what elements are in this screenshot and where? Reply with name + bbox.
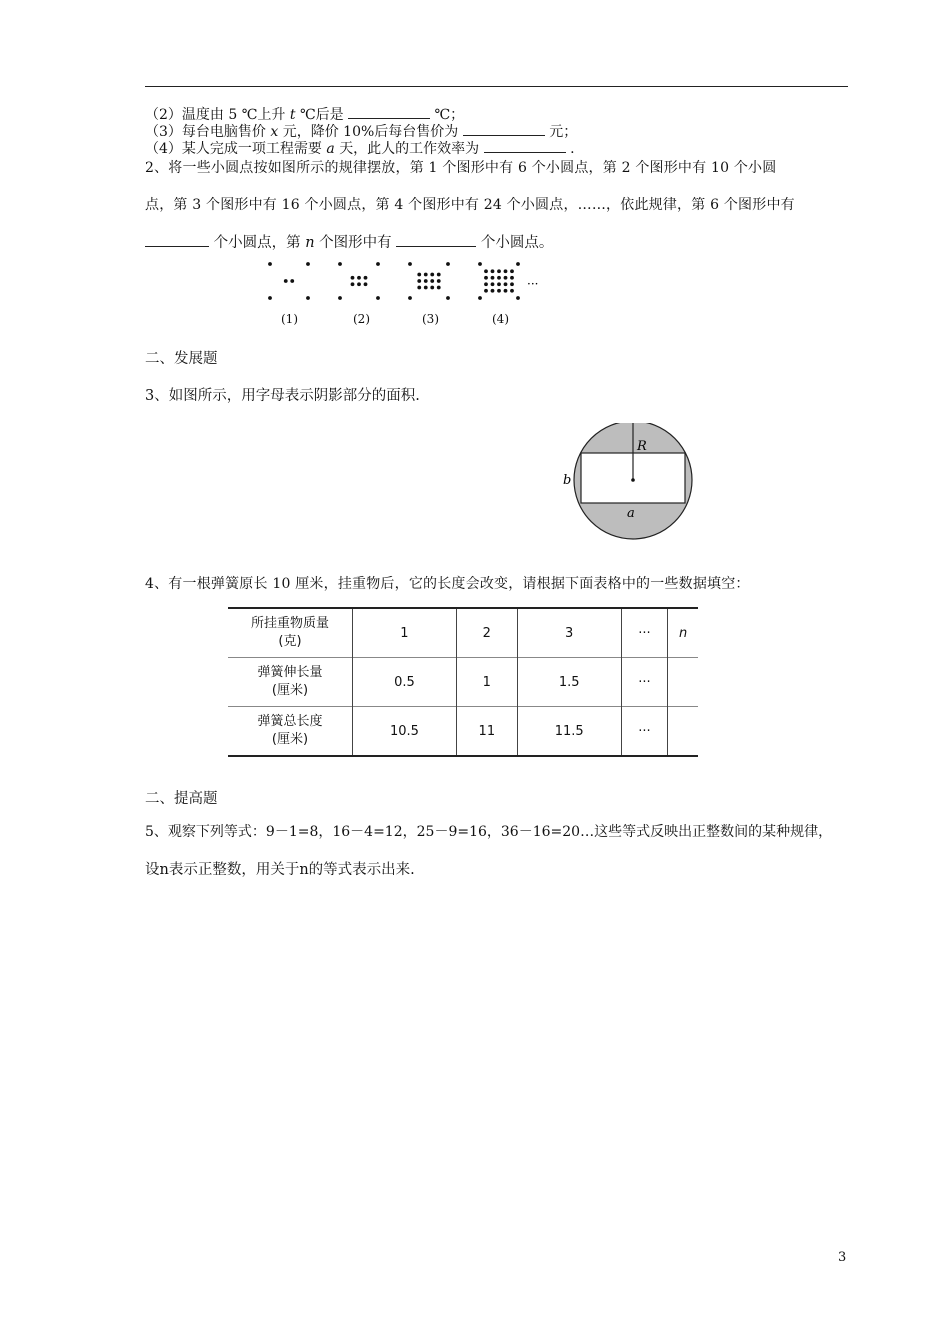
q2-line-3	[145, 232, 553, 253]
dot-figure-4-dot	[497, 269, 501, 273]
q1-p4-text-b: 天，此人的工作效率为	[339, 141, 480, 157]
dot-figure-4-dot	[491, 282, 495, 286]
table-cell: 10.5	[353, 707, 457, 757]
q3-text: 3、如图所示，用字母表示阴影部分的面积.	[145, 388, 420, 404]
dot-figure-4-dot	[516, 296, 520, 300]
dot-figure-4-dot	[484, 282, 488, 286]
var-x: x	[270, 124, 279, 140]
table-cell: ···	[621, 608, 668, 658]
table-cell: 11.5	[517, 707, 621, 757]
dot-figure-4-dot	[504, 282, 508, 286]
table-cell[interactable]	[668, 707, 698, 757]
q1-p2-text-b: ℃后是	[299, 107, 344, 123]
dot-figure-4-dot	[504, 289, 508, 293]
spring-data-table	[228, 607, 698, 757]
answer-blank[interactable]	[145, 232, 209, 247]
table-cell[interactable]	[668, 658, 698, 707]
dot-figure-4-dot	[478, 262, 482, 266]
q1-p2-unit: ℃；	[434, 107, 465, 123]
dot-figure-4-dot	[497, 276, 501, 280]
table-row	[228, 658, 698, 707]
table-cell: 3	[517, 608, 621, 658]
table-cell: 1	[353, 608, 457, 658]
dot-figure-3-dot	[437, 273, 441, 277]
row-header: 所挂重物质量 (克)	[228, 608, 353, 658]
label-R: R	[637, 439, 647, 454]
section-heading-develop: 二、发展题	[145, 351, 218, 367]
dot-figure-4-dot	[484, 276, 488, 280]
figure-label-4: (4)	[492, 312, 509, 326]
dot-figure-1-dot	[284, 279, 288, 283]
dot-figure-3-dot	[424, 273, 428, 277]
dot-figure-1-dot	[306, 296, 310, 300]
page-number: 3	[838, 1250, 847, 1265]
dot-figure-4-dot	[504, 276, 508, 280]
q1-p2-text: （2）温度由 5 ℃上升	[145, 107, 286, 123]
var-t: t	[289, 107, 296, 123]
dot-figure-2-dot	[364, 282, 368, 286]
table-cell: ···	[621, 707, 668, 757]
q1-p3-text-b: 元，降价 10%后每台售价为	[282, 124, 459, 140]
dot-figure-4-dot	[510, 269, 514, 273]
dot-figure-3-dot	[417, 279, 421, 283]
table-cell: 0.5	[353, 658, 457, 707]
dot-figure-3-dot	[408, 296, 412, 300]
dot-figure-3-dot	[417, 273, 421, 277]
header-rule	[145, 86, 848, 87]
dot-ellipsis: ···	[527, 277, 539, 291]
row-header: 弹簧总长度 (厘米)	[228, 707, 353, 757]
q1-p3-text: （3）每台电脑售价	[145, 124, 266, 140]
figure-label-1: (1)	[281, 312, 298, 326]
dot-figure-2-dot	[351, 276, 355, 280]
var-n: n	[305, 235, 315, 251]
dot-figure-3-dot	[424, 286, 428, 290]
q1-p4-text: （4）某人完成一项工程需要	[145, 141, 322, 157]
row-header: 弹簧伸长量 (厘米)	[228, 658, 353, 707]
figure-label-2: (2)	[353, 312, 370, 326]
table-cell: 2	[456, 608, 517, 658]
dot-figure-1-dot	[268, 262, 272, 266]
table-row	[228, 707, 698, 757]
table-cell: ···	[621, 658, 668, 707]
dot-figure-3-dot	[408, 262, 412, 266]
dot-figure-3-dot	[430, 273, 434, 277]
answer-blank[interactable]	[484, 138, 566, 153]
q1-part-4	[145, 138, 575, 158]
table-cell: n	[668, 608, 698, 658]
q2-line-3-end: 个小圆点。	[480, 235, 554, 251]
label-a: a	[627, 506, 635, 521]
section-heading-improve: 二、提高题	[145, 791, 218, 807]
table-cell: 1.5	[517, 658, 621, 707]
dot-figure-2-dot	[338, 296, 342, 300]
dot-figure-4-dot	[497, 282, 501, 286]
dot-figure-4-dot	[510, 282, 514, 286]
dot-figure-2-dot	[351, 282, 355, 286]
figure-label-3: (3)	[422, 312, 439, 326]
dot-figure-3-dot	[430, 286, 434, 290]
dot-figure-3-dot	[437, 279, 441, 283]
dot-figure-2-dot	[357, 276, 361, 280]
dot-figure-4-dot	[510, 276, 514, 280]
center-point	[631, 478, 635, 482]
dot-figure-4-dot	[497, 289, 501, 293]
q2-line-1: 2、将一些小圆点按如图所示的规律摆放，第 1 个图形中有 6 个小圆点，第 2 个图形中有 10 个小圆	[145, 160, 777, 176]
var-a: a	[326, 141, 335, 157]
q1-p3-unit: 元；	[549, 124, 578, 140]
table-cell: 1	[456, 658, 517, 707]
q1-p4-end: .	[570, 141, 575, 157]
dot-figure-3-dot	[424, 279, 428, 283]
dot-figure-2-dot	[357, 282, 361, 286]
q5-line-2: 设n表示正整数，用关于n的等式表示出来.	[145, 862, 415, 878]
q2-line-2: 点，第 3 个图形中有 16 个小圆点，第 4 个图形中有 24 个小圆点，……，依此规律，第 6 个图形中有	[145, 197, 795, 213]
dot-figure-3-dot	[446, 262, 450, 266]
dot-figure-1-dot	[290, 279, 294, 283]
dot-figure-4-dot	[491, 269, 495, 273]
dot-figure-4-dot	[478, 296, 482, 300]
table-cell: 11	[456, 707, 517, 757]
answer-blank[interactable]	[348, 104, 430, 119]
q5-line-1: 5、观察下列等式：9－1=8，16－4=12，25－9=16，36－16=20…这些等式反映出正整数间的某种规律，	[145, 824, 833, 840]
q2-line-3-text: 个小圆点，第	[213, 235, 301, 251]
dot-figure-3-dot	[446, 296, 450, 300]
answer-blank[interactable]	[396, 232, 476, 247]
dot-figure-2-dot	[364, 276, 368, 280]
dot-figure-1-dot	[268, 296, 272, 300]
dot-figure-2-dot	[376, 262, 380, 266]
q2-line-3-text-b: 个图形中有	[319, 235, 392, 251]
dot-figure-4-dot	[491, 276, 495, 280]
dot-pattern-figures	[260, 258, 560, 308]
table-row	[228, 608, 698, 658]
circle-rectangle-figure	[555, 423, 705, 543]
dot-figure-2-dot	[338, 262, 342, 266]
q4-text: 4、有一根弹簧原长 10 厘米，挂重物后，它的长度会改变，请根据下面表格中的一些数据填空：	[145, 576, 750, 592]
dot-figure-4-dot	[484, 269, 488, 273]
dot-figure-2-dot	[376, 296, 380, 300]
dot-figure-3-dot	[430, 279, 434, 283]
dot-figure-4-dot	[510, 289, 514, 293]
dot-figure-4-dot	[491, 289, 495, 293]
dot-figure-3-dot	[437, 286, 441, 290]
dot-figure-1-dot	[306, 262, 310, 266]
dot-figure-4-dot	[504, 269, 508, 273]
answer-blank[interactable]	[463, 121, 545, 136]
label-b: b	[563, 473, 572, 488]
dot-figure-4-dot	[516, 262, 520, 266]
dot-figure-3-dot	[417, 286, 421, 290]
dot-figure-4-dot	[484, 289, 488, 293]
